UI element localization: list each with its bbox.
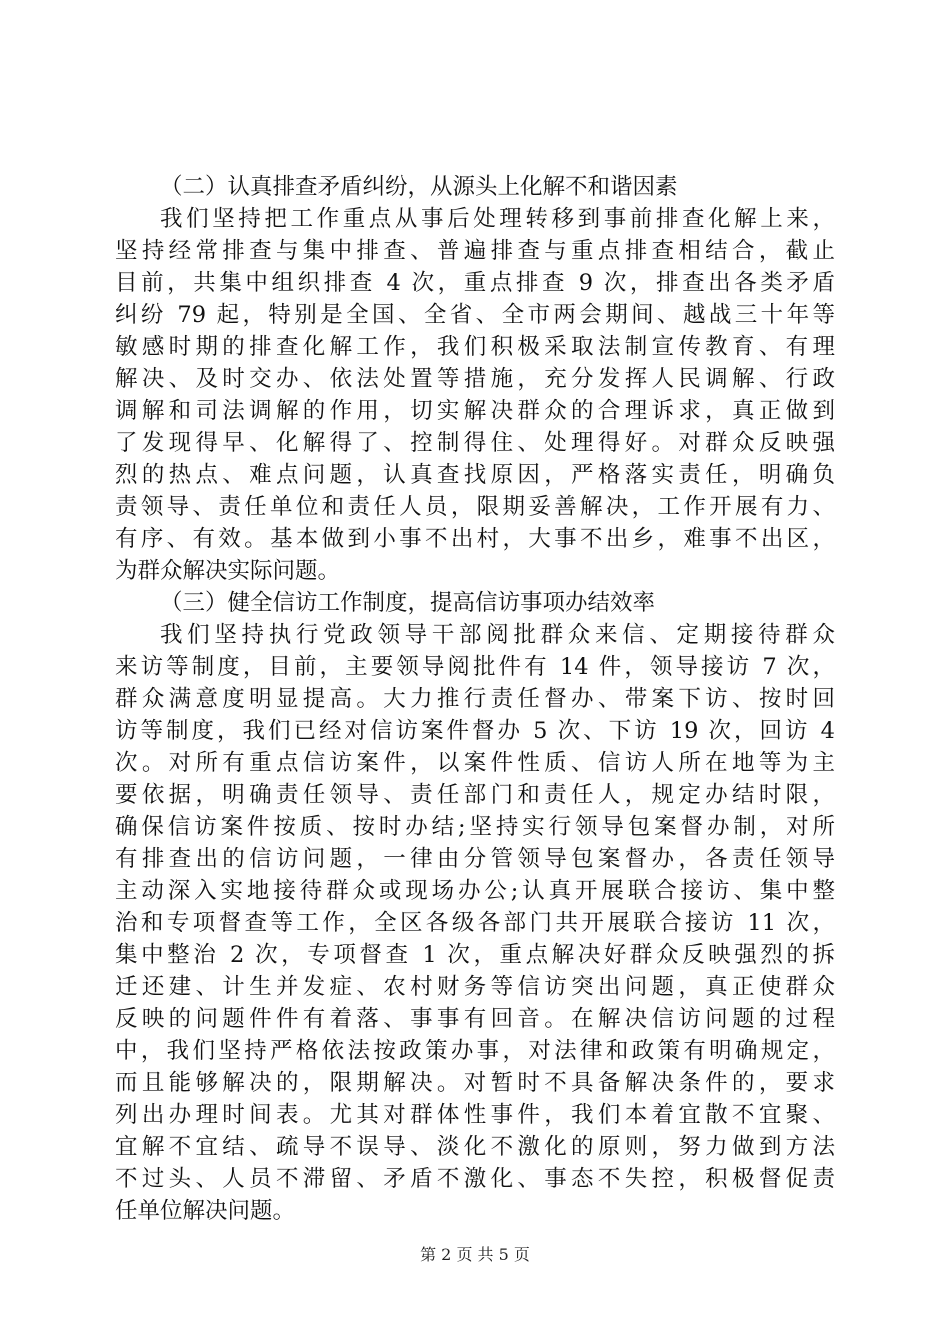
- paragraph-line: 次。对所有重点信访案件，以案件性质、信访人所在地等为主: [115, 750, 835, 776]
- document-body: [115, 171, 835, 1227]
- paragraph-line: 坚持经常排查与集中排查、普遍排查与重点排查相结合，截止: [115, 238, 835, 264]
- paragraph-line: 确保信访案件按质、按时办结;坚持实行领导包案督办制，对所: [115, 814, 835, 840]
- paragraph-line: 烈的热点、难点问题，认真查找原因，严格落实责任，明确负: [115, 462, 835, 488]
- paragraph-line: 不过头、人员不滞留、矛盾不激化、事态不失控，积极督促责: [115, 1166, 835, 1192]
- paragraph-line: 解决、及时交办、依法处置等措施，充分发挥人民调解、行政: [115, 366, 835, 392]
- paragraph-line: 主动深入实地接待群众或现场办公;认真开展联合接访、集中整: [115, 878, 835, 904]
- section-heading: （二）认真排查矛盾纠纷，从源头上化解不和谐因素: [160, 174, 678, 200]
- paragraph-line: 群众满意度明显提高。大力推行责任督办、带案下访、按时回: [115, 686, 835, 712]
- paragraph-line: 列出办理时间表。尤其对群体性事件，我们本着宜散不宜聚、: [115, 1102, 835, 1128]
- paragraph-line: 宜解不宜结、疏导不误导、淡化不激化的原则，努力做到方法: [115, 1134, 835, 1160]
- section-3: [115, 587, 835, 1227]
- paragraph-line: 目前，共集中组织排查 4 次，重点排查 9 次，排查出各类矛盾: [115, 270, 835, 296]
- paragraph-line: 敏感时期的排查化解工作，我们积极采取法制宣传教育、有理: [115, 334, 835, 360]
- paragraph-line: 为群众解决实际问题。: [115, 558, 341, 584]
- paragraph-line: 访等制度，我们已经对信访案件督办 5 次、下访 19 次，回访 4: [115, 718, 835, 744]
- paragraph-line: 中，我们坚持严格依法按政策办事，对法律和政策有明确规定，: [115, 1038, 835, 1064]
- page-footer: 第 2 页 共 5 页: [420, 1245, 530, 1264]
- paragraph-line: 集中整治 2 次，专项督查 1 次，重点解决好群众反映强烈的拆: [115, 942, 835, 968]
- paragraph-line: 迁还建、计生并发症、农村财务等信访突出问题，真正使群众: [115, 974, 835, 1000]
- paragraph-line: 有序、有效。基本做到小事不出村，大事不出乡，难事不出区，: [115, 526, 835, 552]
- paragraph-line: 我们坚持执行党政领导干部阅批群众来信、定期接待群众: [160, 622, 835, 648]
- section-2: [115, 171, 835, 587]
- paragraph-line: 来访等制度，目前，主要领导阅批件有 14 件，领导接访 7 次，: [115, 654, 835, 680]
- paragraph-line: 调解和司法调解的作用，切实解决群众的合理诉求，真正做到: [115, 398, 835, 424]
- paragraph-line: 要依据，明确责任领导、责任部门和责任人，规定办结时限，: [115, 782, 835, 808]
- section-heading: （三）健全信访工作制度，提高信访事项办结效率: [160, 590, 656, 616]
- paragraph-line: 而且能够解决的，限期解决。对暂时不具备解决条件的，要求: [115, 1070, 835, 1096]
- paragraph-line: 我们坚持把工作重点从事后处理转移到事前排查化解上来，: [160, 206, 835, 232]
- paragraph-line: 反映的问题件件有着落、事事有回音。在解决信访问题的过程: [115, 1006, 835, 1032]
- section-paragraph: [115, 619, 835, 1227]
- paragraph-line: 有排查出的信访问题，一律由分管领导包案督办，各责任领导: [115, 846, 835, 872]
- paragraph-line: 任单位解决问题。: [115, 1198, 296, 1224]
- paragraph-line: 纠纷 79 起，特别是全国、全省、全市两会期间、越战三十年等: [115, 302, 835, 328]
- paragraph-line: 了发现得早、化解得了、控制得住、处理得好。对群众反映强: [115, 430, 835, 456]
- paragraph-line: 治和专项督查等工作，全区各级各部门共开展联合接访 11 次，: [115, 910, 835, 936]
- paragraph-line: 责领导、责任单位和责任人员，限期妥善解决，工作开展有力、: [115, 494, 835, 520]
- section-paragraph: [115, 203, 835, 587]
